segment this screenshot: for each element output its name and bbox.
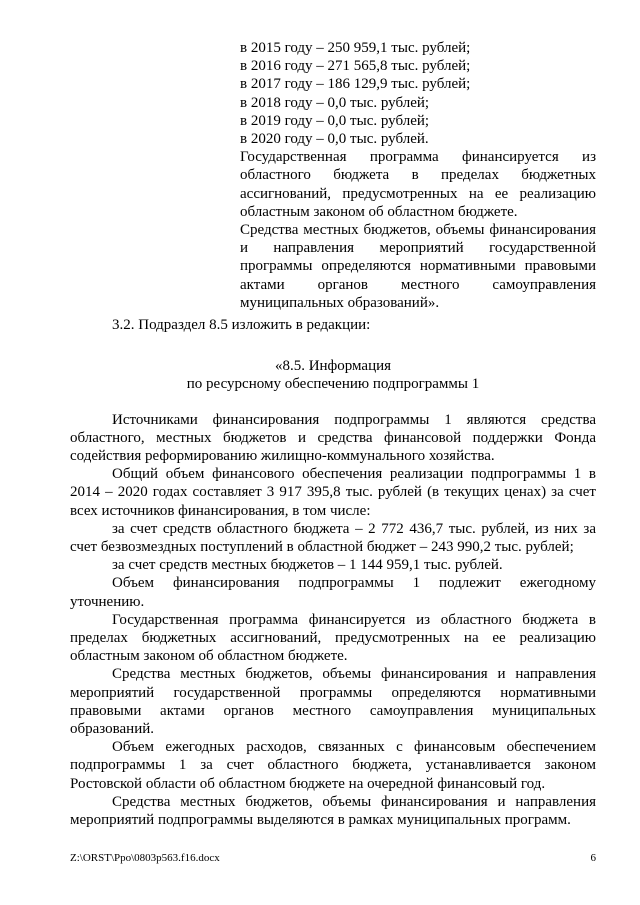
body-paragraph-local-share: за счет средств местных бюджетов – 1 144 959,1 тыс. рублей. [112, 557, 503, 574]
heading-line-1: «8.5. Информация [274, 358, 392, 375]
section-instruction: 3.2. Подраздел 8.5 изложить в редакции: [112, 317, 371, 333]
year-line-2018: в 2018 году – 0,0 тыс. рублей; [240, 94, 430, 111]
subsection-heading [70, 357, 596, 393]
body-paragraph-annual-expenses: Объем ежегодных расходов, связанных с финансовым обеспечением подпрограммы 1 за счет областного бюджета, устанавливается законом Ростовской области об областном бюджете на очередной финансовый год. [70, 739, 596, 792]
main-text [70, 316, 596, 829]
body-paragraph-municipal-programs: Средства местных бюджетов, объемы финансирования и направления мероприятий подпрограммы выделяются в рамках муниципальных программ. [70, 793, 596, 829]
year-line-2017: в 2017 году – 186 129,9 тыс. рублей; [240, 76, 471, 93]
body-paragraph-annual-update: Объем финансирования подпрограммы 1 подлежит ежегодному уточнению. [70, 575, 596, 610]
year-line-2015: в 2015 году – 250 959,1 тыс. рублей; [240, 40, 471, 56]
body-paragraph-local-acts: Средства местных бюджетов, объемы финансирования и направления мероприятий государственной программы определяются нормативными правовыми актами органов местного самоуправления муниципальных образований. [70, 666, 596, 738]
heading-line-2: по ресурсному обеспечению подпрограммы 1 [186, 376, 480, 393]
body-paragraph-regional-share: за счет средств областного бюджета – 2 772 436,7 тыс. рублей, из них за счет безвозмездных поступлений в областной бюджет – 243 990,2 тыс. рублей; [70, 520, 596, 556]
page-number: 6 [590, 852, 596, 864]
year-line-2016: в 2016 году – 271 565,8 тыс. рублей; [240, 58, 471, 75]
body-paragraph-sources: Источниками финансирования подпрограммы 1 являются средства областного, местных бюджетов и средства финансовой поддержки Фонда содействия реформированию жилищно-коммунального хозяйства. [70, 411, 596, 465]
inset-quote-block [240, 39, 596, 312]
body-paragraph-regional-law: Государственная программа финансируется из областного бюджета в пределах бюджетных ассигнований, предусмотренных на ее реализацию областным законом об областном бюджете. [70, 611, 596, 665]
year-line-2019: в 2019 году – 0,0 тыс. рублей; [240, 112, 430, 129]
body-paragraph-total-volume: Общий объем финансового обеспечения реализации подпрограммы 1 в 2014 – 2020 годах составляет 3 917 395,8 тыс. рублей (в текущих ценах) за счет всех источников финансирования, в том числе: [70, 466, 596, 519]
inset-paragraph-regional-budget: Государственная программа финансируется из областного бюджета в пределах бюджетных ассигнований, предусмотренных на ее реализацию областным законом об областном бюджете. [240, 149, 596, 220]
inset-paragraph-local-budgets: Средства местных бюджетов, объемы финансирования и направления мероприятий государственной программы определяются нормативными правовыми актами органов местного самоуправления муниципальных образований». [240, 222, 596, 311]
footer-file-path: Z:\ORST\Ppo\0803p563.f16.docx [70, 852, 220, 864]
year-line-2020: в 2020 году – 0,0 тыс. рублей. [240, 131, 429, 148]
